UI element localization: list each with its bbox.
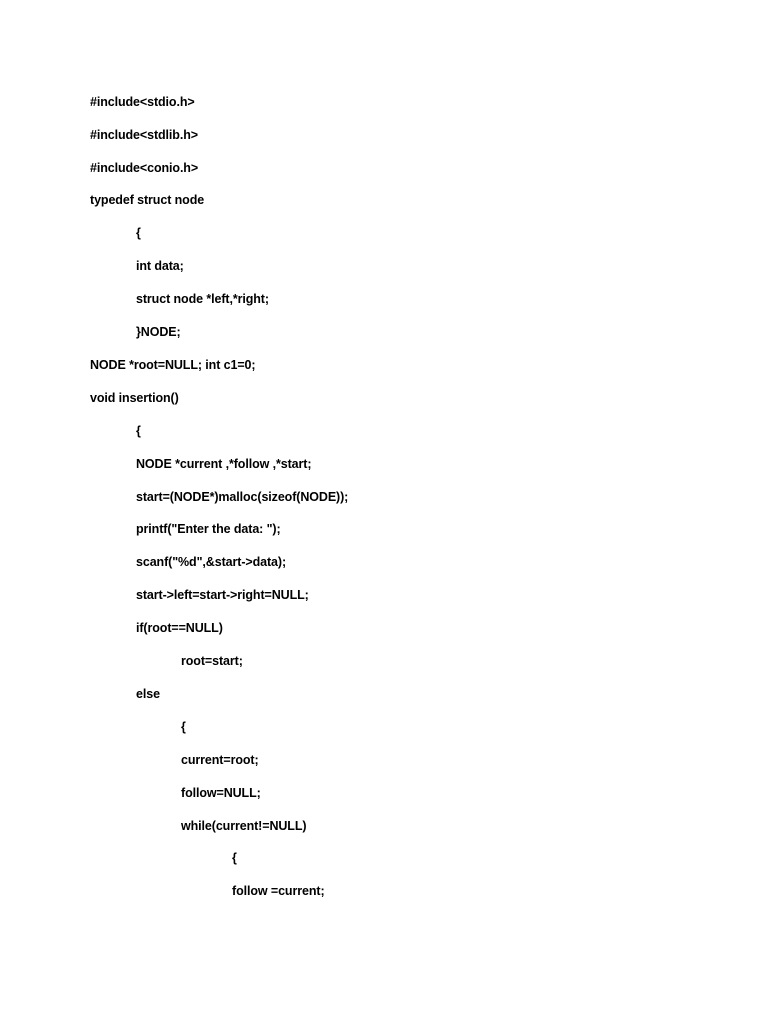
code-line: {: [136, 226, 141, 240]
code-line: printf("Enter the data: ");: [136, 522, 281, 536]
code-line: {: [136, 424, 141, 438]
code-line: start->left=start->right=NULL;: [136, 588, 309, 602]
code-line: scanf("%d",&start->data);: [136, 555, 287, 569]
code-line: if(root==NULL): [136, 621, 223, 635]
code-line: follow =current;: [232, 884, 325, 898]
code-line: while(current!=NULL): [181, 819, 307, 833]
code-line: current=root;: [181, 753, 259, 767]
code-line: NODE *current ,*follow ,*start;: [136, 457, 312, 471]
code-line: else: [136, 687, 160, 701]
code-line: struct node *left,*right;: [136, 292, 269, 306]
code-line: {: [181, 720, 186, 734]
code-line: NODE *root=NULL; int c1=0;: [90, 358, 256, 372]
code-line: start=(NODE*)malloc(sizeof(NODE));: [136, 490, 349, 504]
code-line: #include<stdlib.h>: [90, 128, 198, 142]
code-line: }NODE;: [136, 325, 181, 339]
code-line: {: [232, 851, 237, 865]
code-line: typedef struct node: [90, 193, 205, 207]
code-line: #include<stdio.h>: [90, 95, 195, 109]
code-line: #include<conio.h>: [90, 161, 199, 175]
code-line: int data;: [136, 259, 184, 273]
code-line: follow=NULL;: [181, 786, 261, 800]
code-line: root=start;: [181, 654, 243, 668]
code-line: void insertion(): [90, 391, 179, 405]
